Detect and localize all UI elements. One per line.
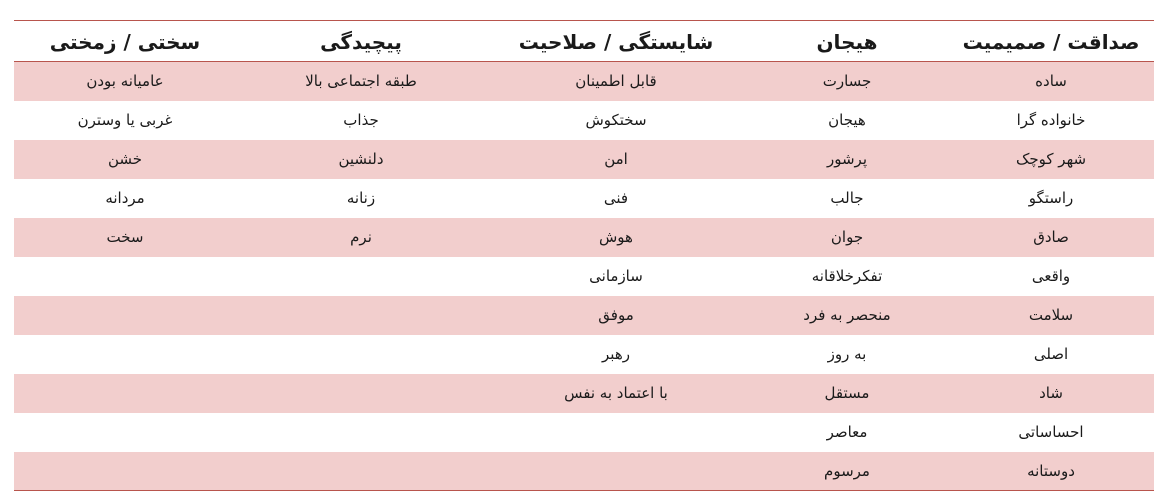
cell-sophistication [236,335,486,374]
table-row [14,179,1154,218]
cell-excitement: جوان [830,228,864,246]
cell-ruggedness [14,335,236,374]
cell-excitement: تفکرخلاقانه [811,267,883,285]
cell-sophistication: نرم [350,228,372,246]
cell-sophistication: دلنشین [338,150,384,168]
cell-sophistication [236,257,486,296]
cell-sincerity: خانواده گرا [1016,111,1086,129]
cell-competence: هوش [599,228,633,246]
cell-excitement: هیجان [828,111,866,129]
table-row [14,296,1154,335]
cell-sincerity: احساساتی [1018,423,1084,441]
cell-sincerity: واقعی [1031,267,1071,285]
cell-sophistication [236,413,486,452]
table-row [14,413,1154,452]
cell-sincerity: اصلی [1033,345,1069,363]
table-row [14,218,1154,257]
cell-ruggedness [14,452,236,491]
cell-excitement: جالب [830,189,864,207]
cell-excitement: معاصر [826,423,868,441]
cell-sincerity: سلامت [1028,306,1074,324]
cell-sincerity: دوستانه [1027,462,1075,480]
header-sincerity: صداقت / صمیمیت [962,30,1140,54]
cell-ruggedness [14,296,236,335]
cell-excitement: جسارت [822,72,872,90]
table-row [14,140,1154,179]
header-ruggedness: سختی / زمختی [49,30,201,54]
table-body [14,62,1154,491]
cell-ruggedness: خشن [107,150,143,168]
cell-competence: امن [604,150,628,168]
cell-sincerity: ساده [1035,72,1067,90]
cell-ruggedness: مردانه [105,189,145,207]
cell-competence: سازمانی [589,267,643,285]
cell-sophistication [236,374,486,413]
cell-competence: فنی [603,189,629,207]
cell-ruggedness [14,374,236,413]
table-row [14,257,1154,296]
cell-excitement: پرشور [826,150,867,168]
cell-competence: قابل اطمینان [575,72,657,90]
cell-ruggedness: غربی یا وسترن [77,111,173,129]
cell-sincerity: صادق [1033,228,1069,246]
cell-excitement: منحصر به فرد [803,306,891,324]
cell-competence: رهبر [602,345,630,363]
cell-excitement: به روز [827,345,867,363]
cell-competence: سختکوش [585,111,647,129]
cell-excitement: مرسوم [824,462,870,480]
cell-ruggedness [14,257,236,296]
cell-sincerity: شهر کوچک [1015,150,1087,168]
table-row [14,101,1154,140]
cell-sincerity: راستگو [1028,189,1074,207]
cell-sophistication [236,296,486,335]
cell-ruggedness: سخت [106,228,144,246]
cell-ruggedness [14,413,236,452]
cell-competence: موفق [598,306,634,324]
table-row [14,452,1154,491]
cell-sophistication [236,452,486,491]
cell-sophistication: زنانه [346,189,376,207]
cell-sophistication: جذاب [343,111,379,129]
cell-excitement: مستقل [824,384,870,402]
table-header-row [14,21,1154,62]
cell-competence [486,452,746,491]
cell-sincerity: شاد [1039,384,1063,402]
cell-competence [486,413,746,452]
cell-sophistication: طبقه اجتماعی بالا [305,72,417,90]
header-competence: شایستگی / صلاحیت [518,30,714,54]
table-bottom-rule [14,490,1154,491]
table-row [14,335,1154,374]
cell-ruggedness: عامیانه بودن [86,72,164,90]
table-row [14,374,1154,413]
table-row [14,62,1154,101]
header-sophistication: پیچیدگی [320,30,402,54]
cell-competence: با اعتماد به نفس [564,384,668,402]
header-excitement: هیجان [816,30,878,54]
